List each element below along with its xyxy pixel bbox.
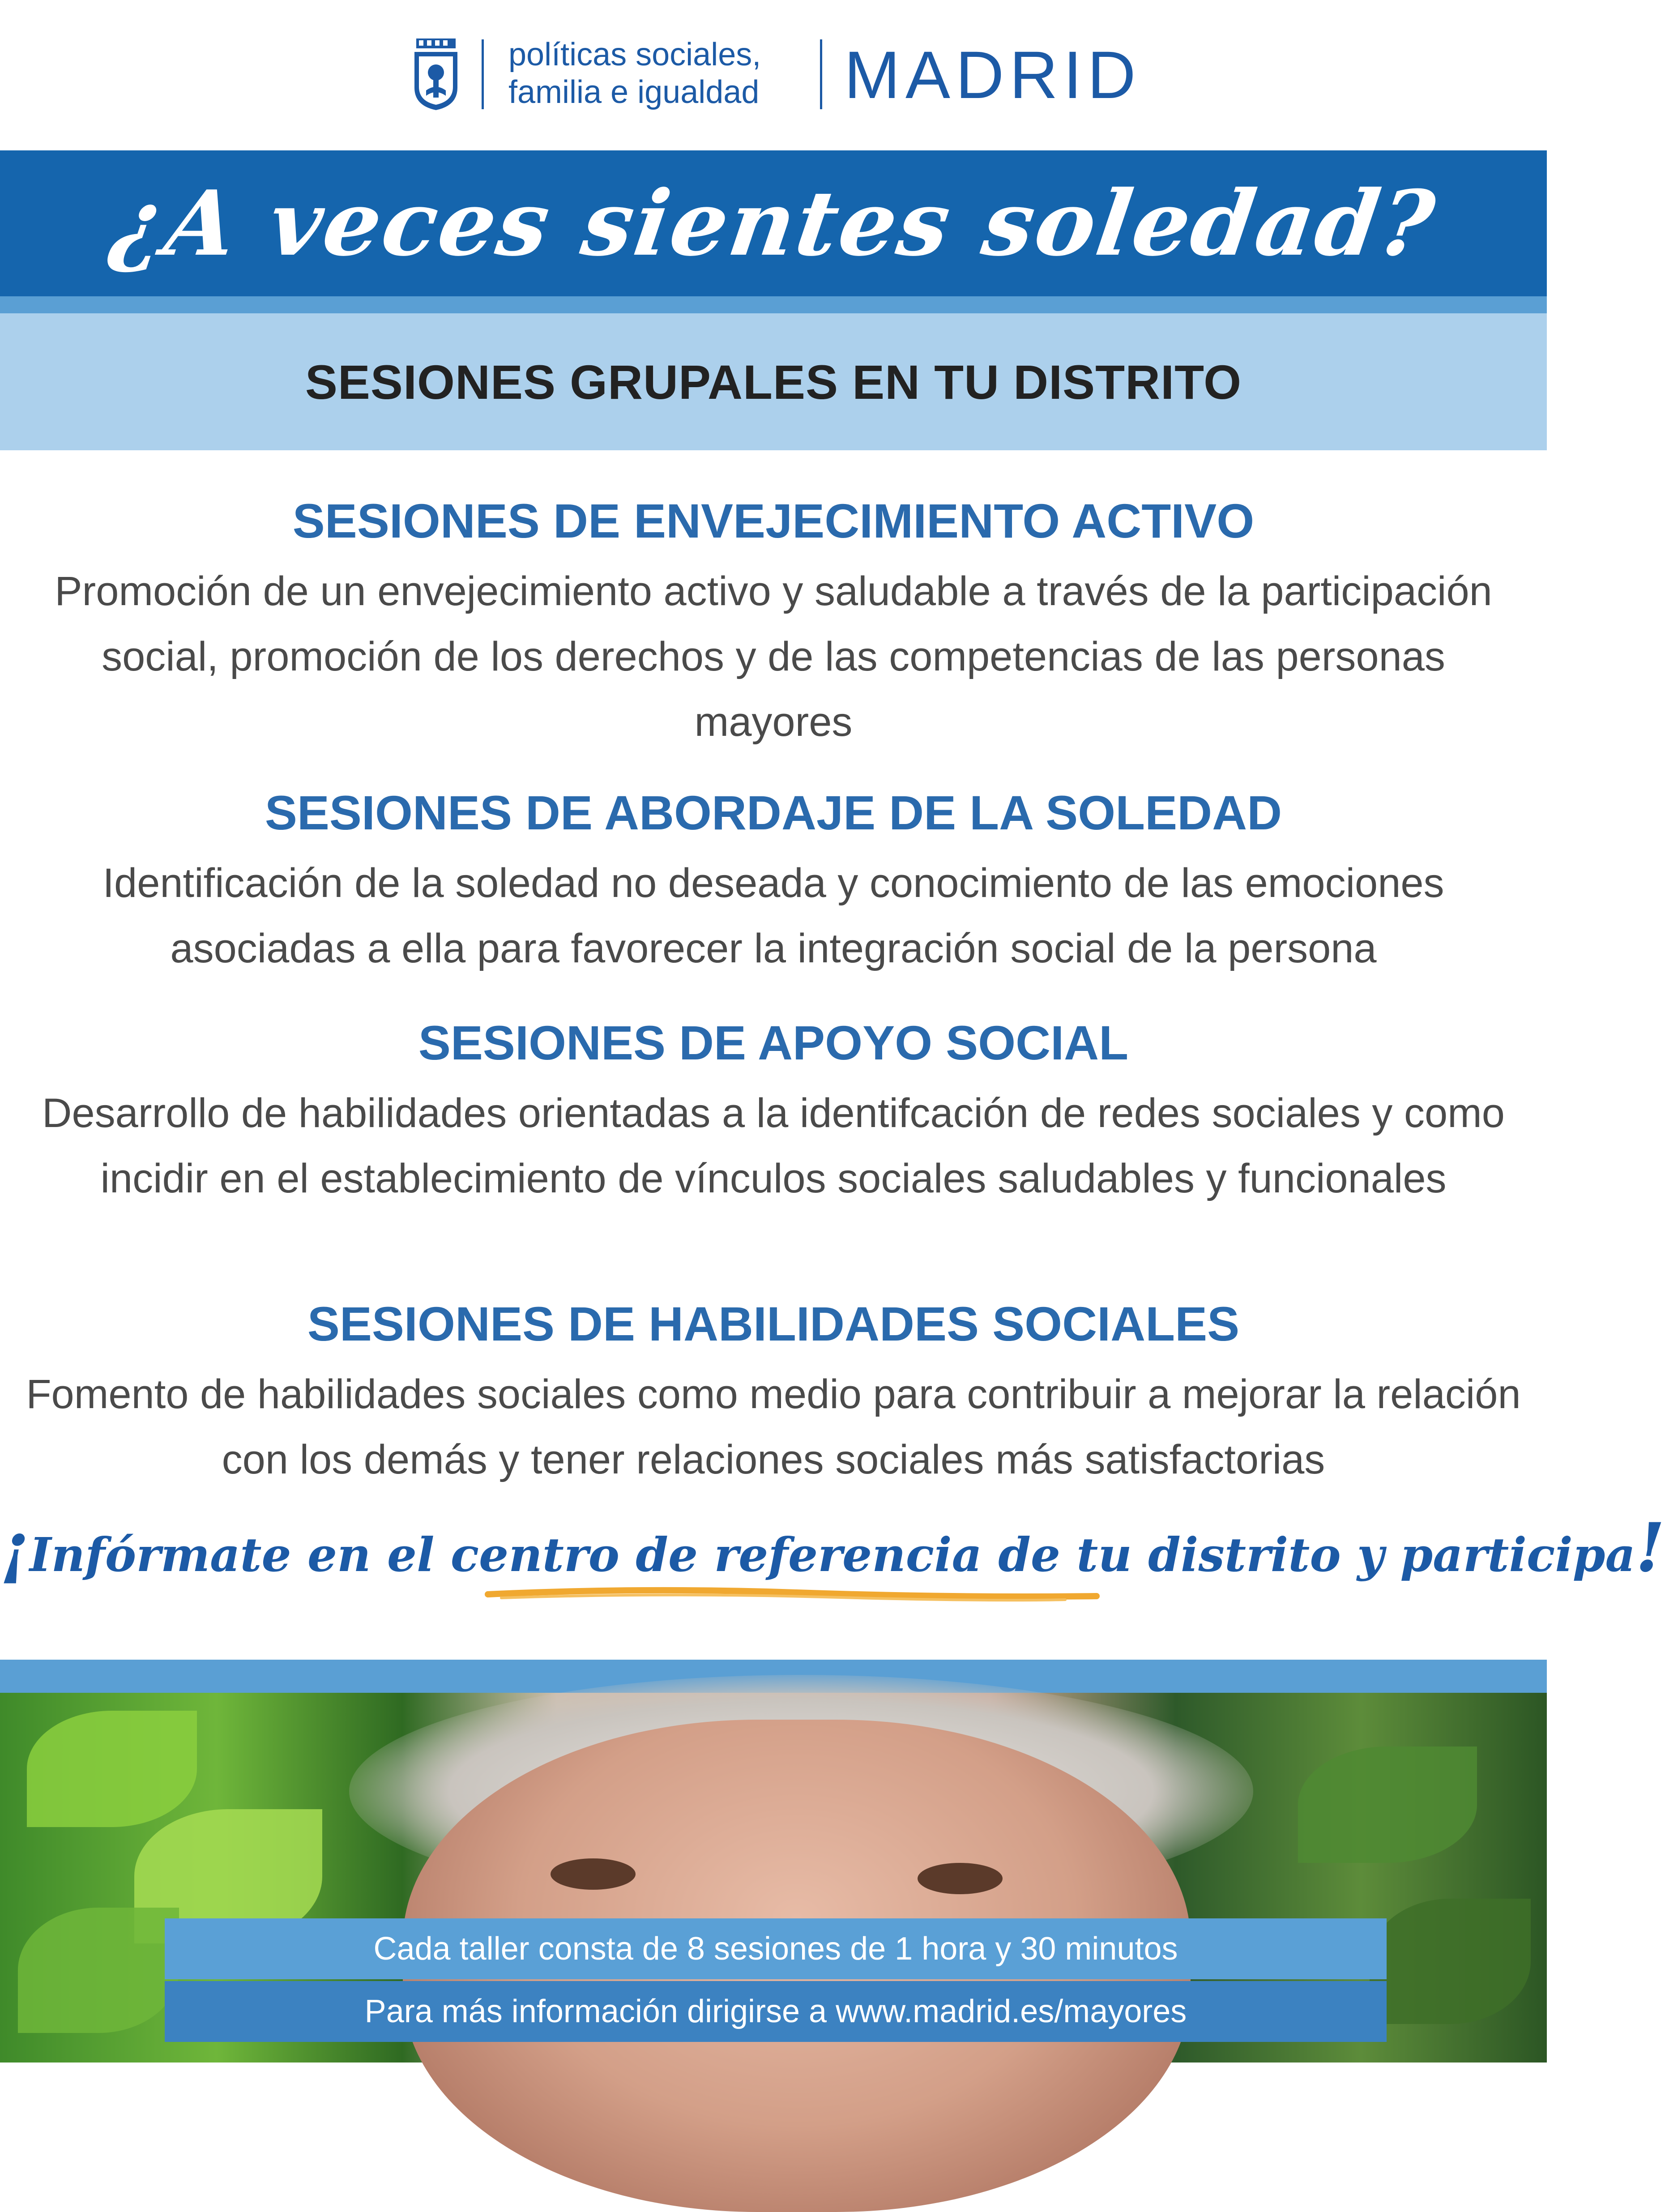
session-social-skills [0, 1297, 1547, 1492]
session-heading: SESIONES DE APOYO SOCIAL [418, 1016, 1129, 1070]
cta-underline-brushstroke [483, 1584, 1101, 1602]
leaf-shape [18, 1908, 179, 2033]
department-name-line2: familia e igualdad [508, 74, 760, 110]
eye-shape [918, 1863, 1003, 1894]
eye-shape [551, 1858, 636, 1890]
leaf-shape [1298, 1747, 1477, 1863]
department-name-line1: políticas sociales, [508, 37, 761, 73]
page-title: ¿A veces sientes soledad? [104, 171, 1443, 276]
session-heading: SESIONES DE ENVEJECIMIENTO ACTIVO [292, 494, 1255, 548]
divider-bar [482, 39, 484, 109]
info-bar-duration [165, 1918, 1387, 1979]
title-banner [0, 150, 1547, 296]
leaf-shape [27, 1711, 197, 1827]
session-description: Promoción de un envejecimiento activo y saludable a través de la participación social, promoción de los derechos y de las competencias de las personas mayores [55, 568, 1492, 745]
session-social-support [0, 1016, 1547, 1211]
session-heading: SESIONES DE HABILIDADES SOCIALES [307, 1297, 1240, 1351]
subtitle-banner [0, 313, 1547, 450]
cta-close-mark: ! [1635, 1508, 1665, 1587]
info-duration-text: Cada taller consta de 8 sesiones de 1 hora y 30 minutos [373, 1931, 1178, 1967]
cta-line [0, 1508, 1665, 1587]
session-description: Identificación de la soledad no deseada y conocimiento de las emociones asociadas a ella para favorecer la integración social de la persona [102, 860, 1444, 971]
city-name: MADRID [844, 37, 1141, 112]
call-to-action [0, 1508, 1665, 1587]
title-stripe [0, 296, 1547, 313]
session-description: Fomento de habilidades sociales como medio para contribuir a mejorar la relación con los demás y tener relaciones sociales más satisfactorias [26, 1371, 1521, 1482]
session-loneliness [0, 786, 1547, 981]
divider-bar [820, 39, 822, 109]
info-bar-website [165, 1981, 1387, 2042]
session-active-aging [0, 494, 1547, 755]
cta-text: Infórmate en el centro de referencia de tu distrito y participa [29, 1527, 1635, 1582]
info-website-text: Para más información dirigirse a www.madrid.es/mayores [364, 1994, 1187, 2029]
page-subtitle: SESIONES GRUPALES EN TU DISTRITO [305, 354, 1242, 409]
session-heading: SESIONES DE ABORDAJE DE LA SOLEDAD [265, 786, 1282, 840]
madrid-coat-of-arms-icon [413, 38, 459, 111]
cta-open-mark: ¡ [0, 1508, 30, 1587]
session-description: Desarrollo de habilidades orientadas a la identifcación de redes sociales y como incidir en el establecimiento de vínculos sociales saludables y funcionales [42, 1090, 1505, 1201]
leaf-shape [1370, 1899, 1531, 2024]
header-logo [0, 35, 1547, 120]
